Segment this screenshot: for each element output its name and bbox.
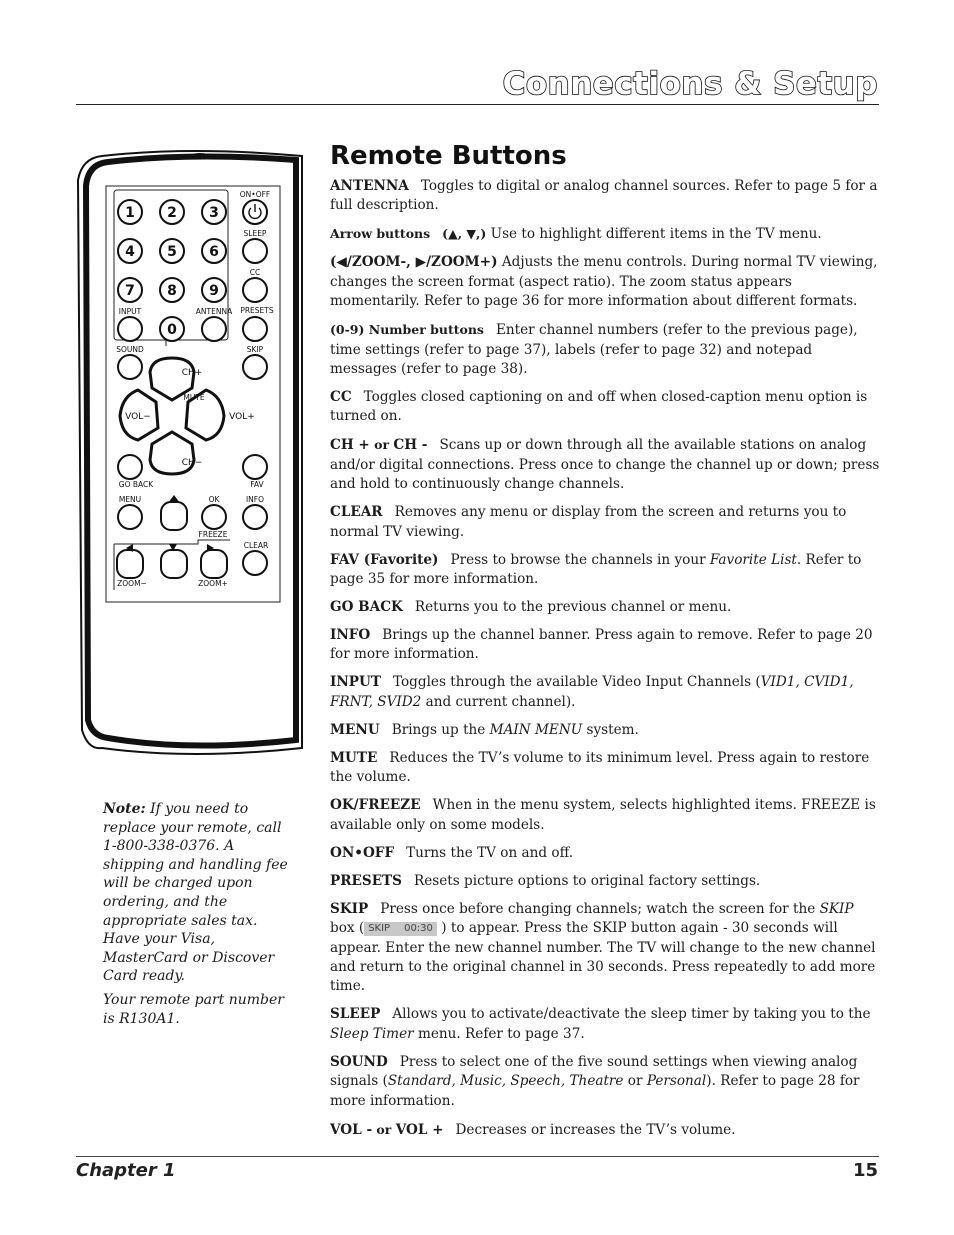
description: and current channel).	[421, 693, 576, 710]
fav-button	[243, 455, 267, 479]
description: ) to appear. Press the SKIP button again - 30 seconds will appear. Enter the new channel number. The TV will change to the new channel and return to the original channel in 30 seconds. Press repeatedly to add more time.	[330, 920, 876, 995]
entry-sleep	[330, 1005, 880, 1044]
arrow-up-button	[161, 502, 187, 530]
term: GO BACK	[330, 599, 403, 616]
description: Use to highlight different items in the TV menu.	[490, 226, 822, 243]
description: box (	[330, 920, 365, 937]
term-or: or	[376, 1121, 392, 1137]
sleep-button	[243, 239, 267, 263]
term: VOL -	[330, 1121, 373, 1138]
description: Toggles closed captioning on and off when closed-caption menu option is turned on.	[330, 389, 868, 425]
term: SKIP	[330, 900, 369, 917]
go-back-button	[118, 455, 142, 479]
entry-info	[330, 626, 880, 665]
description-italic: Standard, Music, Speech, Theatre	[387, 1073, 624, 1090]
digit-label: 3	[209, 205, 219, 221]
digit-label: 0	[167, 322, 177, 338]
entry-clear	[330, 503, 880, 542]
presets-label: PRESETS	[240, 306, 274, 315]
mute-label: MUTE	[183, 393, 205, 402]
footer-chapter: Chapter 1	[76, 1160, 176, 1181]
sound-button	[118, 355, 142, 379]
digit-label: 4	[125, 244, 135, 260]
description: When in the menu system, selects highlighted items. FREEZE is available only on some models.	[330, 797, 876, 833]
info-button	[243, 505, 267, 529]
digit-label: 9	[209, 283, 219, 299]
term: OK/FREEZE	[330, 797, 421, 814]
term: CH -	[393, 437, 428, 454]
remote-illustration	[76, 150, 304, 760]
term: MENU	[330, 721, 380, 738]
term: FAV (Favorite)	[330, 551, 439, 568]
entry-zoom	[330, 253, 880, 311]
digit-label: 8	[167, 283, 177, 299]
description-italic: Personal	[646, 1073, 707, 1090]
entry-fav	[330, 551, 880, 590]
description: Resets picture options to original factory settings.	[414, 872, 761, 889]
description-italic: Favorite List	[709, 551, 797, 568]
replacement-note	[103, 800, 293, 1033]
entry-arrow-buttons	[330, 224, 880, 244]
entry-on-off	[330, 844, 880, 863]
cc-label: CC	[249, 268, 261, 277]
description: Decreases or increases the TV’s volume.	[455, 1121, 736, 1138]
entry-menu	[330, 721, 880, 740]
zoom-minus-label: ZOOM−	[117, 579, 147, 588]
digit-label: 5	[167, 244, 177, 260]
description-italic: Sleep Timer	[330, 1025, 414, 1042]
term: INPUT	[330, 674, 381, 691]
term: INFO	[330, 627, 371, 644]
ch-minus-label: CH−	[181, 458, 203, 468]
header-rule	[76, 104, 879, 105]
description: Toggles through the available Video Input Channels (	[392, 674, 761, 691]
description: Returns you to the previous channel or menu.	[414, 599, 732, 616]
clear-label: CLEAR	[243, 541, 269, 550]
description-italic: MAIN MENU	[489, 721, 583, 738]
go-back-label: GO BACK	[118, 480, 154, 489]
entry-number-buttons	[330, 320, 880, 379]
clear-button	[243, 551, 267, 575]
arrow-left-button	[117, 550, 143, 578]
description: Press to browse the channels in your	[450, 551, 706, 568]
note-label: Note:	[103, 801, 146, 817]
term: CLEAR	[330, 504, 383, 521]
entry-antenna	[330, 177, 880, 216]
description: Enter channel numbers (refer to the previous page), time settings (refer to page 37), labels (refer to page 32) and notepad messages (refer to page 38).	[330, 322, 858, 378]
info-label: INFO	[245, 495, 265, 504]
term: CH +	[330, 437, 370, 454]
arrow-symbols: (▲, ▼,)	[442, 226, 487, 242]
description: Removes any menu or display from the screen and returns you to normal TV viewing.	[330, 504, 847, 540]
term: CC	[330, 389, 352, 406]
description: ). Refer to page 28 for more information.	[330, 1073, 860, 1109]
digit-label: 1	[125, 205, 135, 221]
description: Press to select one of the five sound settings when viewing analog signals (	[330, 1053, 858, 1090]
digit-label: 2	[167, 205, 177, 221]
page-number: 15	[852, 1160, 878, 1181]
cc-button	[243, 278, 267, 302]
entry-mute	[330, 749, 880, 788]
description-italic: SKIP	[819, 900, 854, 917]
term: SOUND	[330, 1053, 388, 1070]
entry-skip	[330, 900, 880, 997]
skip-box-sample	[364, 922, 437, 936]
description: Toggles to digital or analog channel sources. Refer to page 5 for a full description.	[330, 178, 878, 214]
ok-button	[202, 505, 226, 529]
skip-box-time: 00:30	[404, 923, 433, 935]
term: Arrow buttons	[330, 226, 431, 242]
digit-label: 7	[125, 283, 135, 299]
description-italic: VID1, CVID1, FRNT, SVID2	[330, 674, 854, 710]
page-header-title: Connections & Setup	[502, 66, 878, 102]
term: (◀/ZOOM-, ▶/ZOOM+)	[330, 254, 498, 271]
input-button	[118, 317, 142, 341]
description: Allows you to activate/deactivate the sleep timer by taking you to the	[392, 1006, 871, 1023]
antenna-label: ANTENNA	[195, 307, 233, 316]
antenna-button	[202, 317, 226, 341]
presets-button	[243, 317, 267, 341]
sleep-label: SLEEP	[243, 229, 267, 238]
description: Brings up the	[391, 721, 486, 738]
button-descriptions	[330, 177, 880, 1149]
entry-volume	[330, 1120, 880, 1140]
note-text: If you need to replace your remote, call 1-800-338-0376. A shipping and handling fee will be charged upon ordering, and the appropriate sales tax. Have your Visa, MasterCard or Discover Card ready.	[103, 801, 288, 985]
description: system.	[582, 721, 639, 738]
ch-plus-label: CH+	[181, 368, 203, 378]
term-or: or	[374, 437, 390, 453]
digit-label: 6	[209, 244, 219, 260]
skip-label: SKIP	[246, 345, 264, 354]
note-paragraph	[103, 800, 293, 986]
entry-go-back	[330, 598, 880, 617]
description: Turns the TV on and off.	[406, 844, 574, 861]
entry-channel	[330, 435, 880, 494]
term: PRESETS	[330, 872, 402, 889]
term: SLEEP	[330, 1006, 381, 1023]
zoom-plus-label: ZOOM+	[198, 579, 228, 588]
menu-button	[118, 505, 142, 529]
term: (0-9) Number buttons	[330, 322, 484, 338]
arrow-right-button	[201, 550, 227, 578]
fav-label: FAV	[250, 480, 264, 489]
part-number-text: Your remote part number is R130A1.	[103, 991, 284, 1027]
description: menu. Refer to page 37.	[413, 1025, 585, 1042]
entry-presets	[330, 872, 880, 891]
entry-cc	[330, 388, 880, 427]
on-off-label: ON•OFF	[239, 190, 271, 199]
vol-minus-label: VOL−	[125, 412, 151, 422]
sound-label: SOUND	[116, 345, 144, 354]
section-title: Remote Buttons	[330, 141, 567, 171]
description: . Refer to page 35 for more information.	[330, 551, 862, 588]
description: Adjusts the menu controls. During normal TV viewing, changes the screen format (aspect ratio). The zoom status appears momentarily. Refer to page 36 for more information about different formats.	[330, 254, 878, 310]
term: ANTENNA	[330, 178, 409, 194]
description: or	[623, 1073, 647, 1090]
entry-ok-freeze	[330, 796, 880, 835]
description: Press once before changing channels; watch the screen for the	[380, 900, 816, 917]
vol-plus-label: VOL+	[229, 412, 255, 422]
term: VOL +	[395, 1121, 444, 1138]
freeze-label: FREEZE	[198, 530, 228, 539]
description: Scans up or down through all the available stations on analog and/or digital connections. Press once to change the channel up or down; press and hold to continuously change channels.	[330, 437, 880, 493]
ok-label: OK	[208, 495, 220, 504]
skip-box-label: SKIP	[368, 923, 391, 935]
arrow-down-button	[161, 550, 187, 578]
term: MUTE	[330, 749, 378, 766]
entry-input	[330, 673, 880, 712]
input-label: INPUT	[118, 307, 142, 316]
description: Brings up the channel banner. Press again to remove. Refer to page 20 for more information.	[330, 627, 873, 663]
entry-sound	[330, 1053, 880, 1111]
term: ON•OFF	[330, 844, 395, 861]
footer-rule	[76, 1156, 879, 1157]
skip-button	[243, 355, 267, 379]
description: Reduces the TV’s volume to its minimum level. Press again to restore the volume.	[330, 749, 870, 786]
menu-label: MENU	[118, 495, 142, 504]
